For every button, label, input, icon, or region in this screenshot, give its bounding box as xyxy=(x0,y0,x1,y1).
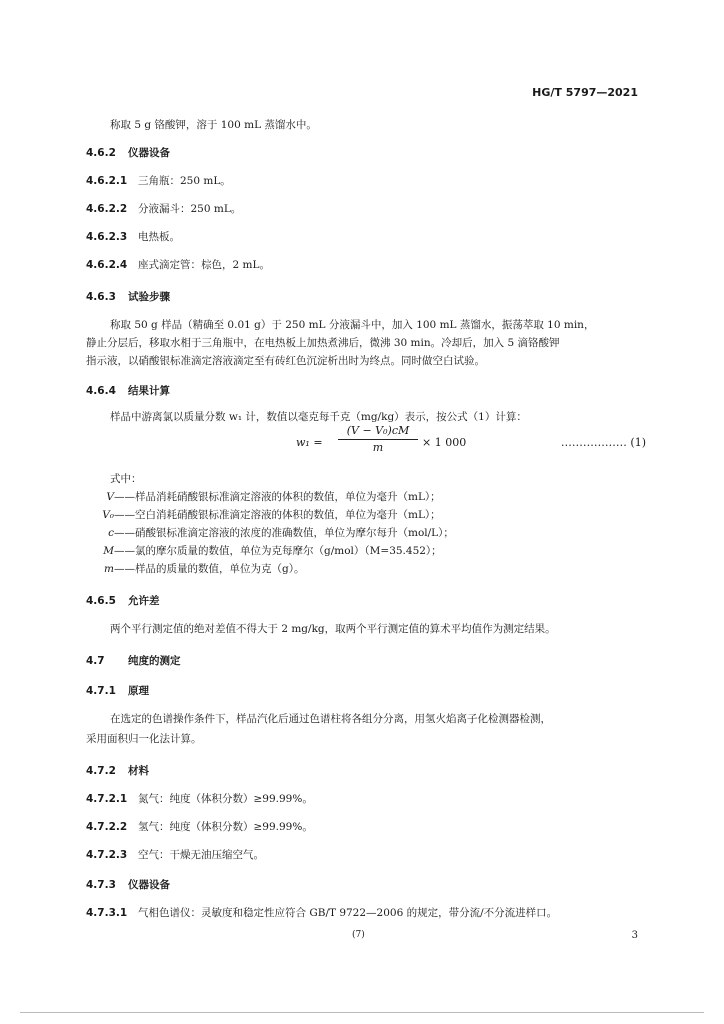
paragraph-line: 两个平行测定值的绝对差值不得大于 2 mg/kg，取两个平行测定值的算术平均值作为测定结果。 xyxy=(110,623,556,635)
formula-fraction xyxy=(338,424,418,454)
section-title: 允许差 xyxy=(128,595,160,607)
section-title: 材料 xyxy=(128,765,149,777)
equation-number: ……………… (1) xyxy=(560,436,646,449)
variable-description: ——硝酸银标准滴定溶液的浓度的准确数值，单位为摩尔每升（mol/L）； xyxy=(114,527,454,539)
variable-symbol: m xyxy=(104,563,114,575)
footer-serial: (7) xyxy=(352,930,365,940)
item-4-6-2-3 xyxy=(86,230,646,244)
variable-symbol: M xyxy=(103,545,114,557)
section-4-7-3 xyxy=(86,878,646,892)
formula-multiplier: × 1 000 xyxy=(422,436,467,449)
item-text: 电热板。 xyxy=(138,231,180,243)
formula-1 xyxy=(86,424,646,460)
paragraph-line: 采用面积归一化法计算。 xyxy=(86,733,202,745)
section-number: 4.6.4 xyxy=(86,385,116,397)
section-title: 结果计算 xyxy=(128,385,170,397)
paragraph-line: 指示液，以硝酸银标准滴定溶液滴定至有砖红色沉淀析出时为终点。同时做空白试验。 xyxy=(86,355,485,367)
item-number: 4.7.2.1 xyxy=(86,793,128,805)
section-title: 仪器设备 xyxy=(128,147,170,159)
item-number: 4.7.2.2 xyxy=(86,821,128,833)
section-title: 纯度的测定 xyxy=(128,655,181,667)
item-4-7-2-2 xyxy=(86,820,646,834)
section-4-6-2 xyxy=(86,146,646,160)
item-number: 4.6.2.1 xyxy=(86,175,128,187)
variable-symbol: V xyxy=(106,491,114,503)
intro-text: 称取 5 g 铬酸钾，溶于 100 mL 蒸馏水中。 xyxy=(110,119,317,131)
section-4-6-5 xyxy=(86,594,646,608)
item-text: 三角瓶：250 mL。 xyxy=(138,175,231,187)
variable-definition xyxy=(86,562,304,576)
section-title: 原理 xyxy=(128,685,149,697)
formula-numerator: (V − V₀)cM xyxy=(338,424,418,440)
variable-description: ——氯的摩尔质量的数值，单位为克每摩尔（g/mol）（M=35.452）； xyxy=(114,545,442,557)
item-4-6-2-1 xyxy=(86,174,646,188)
item-text: 氢气：纯度（体积分数）≥99.99%。 xyxy=(138,821,313,833)
section-number: 4.7.1 xyxy=(86,685,116,697)
section-4-6-4 xyxy=(86,384,646,398)
formula-denominator: m xyxy=(372,441,384,454)
paragraph-line: 样品中游离氯以质量分数 w₁ 计，数值以毫克每千克（mg/kg）表示，按公式（1）计算： xyxy=(110,411,527,423)
item-text: 空气：干燥无油压缩空气。 xyxy=(138,849,264,861)
where-label: 式中： xyxy=(110,473,142,485)
variable-description: ——样品的质量的数值，单位为克（g）。 xyxy=(114,563,305,575)
variable-symbol: c xyxy=(108,527,114,539)
item-4-6-2-4 xyxy=(86,258,646,272)
page-number: 3 xyxy=(631,930,638,941)
variable-symbol: V₀ xyxy=(102,509,114,521)
section-number: 4.7.2 xyxy=(86,765,116,777)
variable-description: ——样品消耗硝酸银标准滴定溶液的体积的数值，单位为毫升（mL）； xyxy=(114,491,441,503)
item-number: 4.6.2.3 xyxy=(86,231,128,243)
section-4-7 xyxy=(86,654,646,668)
item-text: 座式滴定管：棕色，2 mL。 xyxy=(138,259,270,271)
variable-definition xyxy=(86,490,441,504)
item-4-6-2-2 xyxy=(86,202,646,216)
section-4-7-1 xyxy=(86,684,646,698)
variable-definition xyxy=(86,544,442,558)
item-number: 4.7.2.3 xyxy=(86,849,128,861)
paragraph-line: 称取 50 g 样品（精确至 0.01 g）于 250 mL 分液漏斗中，加入 100 mL 蒸馏水，振荡萃取 10 min， xyxy=(110,319,595,331)
paragraph-line: 在选定的色谱操作条件下，样品汽化后通过色谱柱将各组分分离，用氢火焰离子化检测器检测， xyxy=(110,713,551,725)
paragraph-line: 静止分层后，移取水相于三角瓶中，在电热板上加热煮沸后，微沸 30 min。冷却后，加入 5 滴铬酸钾 xyxy=(86,337,560,349)
section-number: 4.6.2 xyxy=(86,147,116,159)
item-4-7-2-1 xyxy=(86,792,646,806)
item-number: 4.7.3.1 xyxy=(86,907,128,919)
section-4-7-2 xyxy=(86,764,646,778)
section-number: 4.7 xyxy=(86,655,105,667)
section-number: 4.7.3 xyxy=(86,879,116,891)
item-4-7-2-3 xyxy=(86,848,646,862)
item-text: 气相色谱仪：灵敏度和稳定性应符合 GB/T 9722—2006 的规定，带分流/不分流进样口。 xyxy=(138,907,558,919)
item-text: 分液漏斗：250 mL。 xyxy=(138,203,242,215)
item-number: 4.6.2.2 xyxy=(86,203,128,215)
variable-description: ——空白消耗硝酸银标准滴定溶液的体积的数值，单位为毫升（mL）； xyxy=(114,509,441,521)
section-number: 4.6.5 xyxy=(86,595,116,607)
item-4-7-3-1 xyxy=(86,906,646,920)
formula-lhs: w₁ = xyxy=(296,436,323,449)
scan-edge-line xyxy=(20,1012,704,1013)
section-4-6-3 xyxy=(86,290,646,304)
standard-code: HG/T 5797—2021 xyxy=(532,86,638,99)
section-title: 试验步骤 xyxy=(128,291,170,303)
variable-definition xyxy=(86,508,441,522)
item-number: 4.6.2.4 xyxy=(86,259,128,271)
section-number: 4.6.3 xyxy=(86,291,116,303)
item-text: 氮气：纯度（体积分数）≥99.99%。 xyxy=(138,793,313,805)
section-title: 仪器设备 xyxy=(128,879,170,891)
variable-definition xyxy=(86,526,454,540)
